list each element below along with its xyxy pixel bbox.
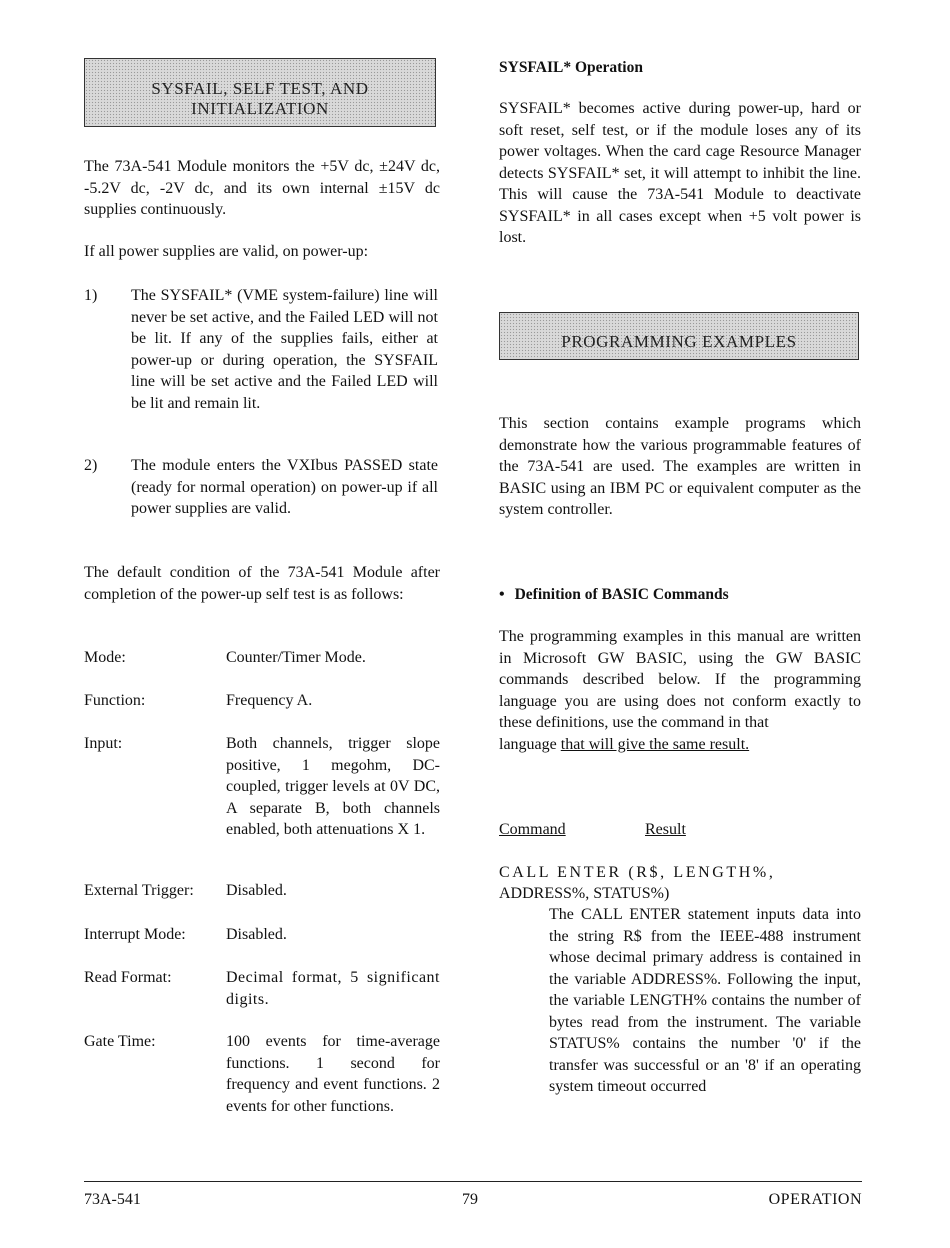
- footer-page-number: 79: [462, 1191, 478, 1208]
- call-enter-description: The CALL ENTER statement inputs data into the string R$ from the IEEE-488 instrument whose decimal primary address is contained in the variable ADDRESS%. Following the input, the variable LENGTH% contains the number of bytes read from the instrument. The variable STATUS% contains the number '0' if the transfer was successful or an '8' if an operating system timeout occurred: [549, 906, 861, 1095]
- list-text: The SYSFAIL* (VME system-failure) line will never be set active, and the Failed LED will not be lit. If any of the supplies fails, either at power-up or during operation, the SYSFAIL line will be set active and the Failed LED will be lit and remain lit.: [131, 287, 438, 412]
- setting-key: Read Format:: [84, 969, 172, 986]
- default-intro-paragraph: The default condition of the 73A-541 Module after completion of the power-up self test is as follows:: [84, 564, 440, 603]
- setting-value: Disabled.: [226, 882, 287, 899]
- section-heading-line1: SYSFAIL, SELF TEST, AND: [151, 79, 369, 98]
- call-enter-line2: ADDRESS%, STATUS%): [499, 885, 670, 902]
- list-number: 2): [84, 457, 98, 474]
- intro-paragraph: The 73A-541 Module monitors the +5V dc, ±24V dc, -5.2V dc, -2V dc, and its own internal ±15V dc supplies continuously.: [84, 158, 440, 218]
- programming-paragraph: This section contains example programs which demonstrate how the various programmable features of the 73A-541 are used. The examples are written in BASIC using an IBM PC or equivalent computer as the system controller.: [499, 415, 861, 518]
- sysfail-paragraph: SYSFAIL* becomes active during power-up, hard or soft reset, self test, or if the module loses any of its power voltages. When the card cage Resource Manager detects SYSFAIL* set, it will attempt to inhibit the line. This will cause the 73A-541 Module to deactivate SYSFAIL* in all cases except when +5 volt power is lost.: [499, 100, 861, 246]
- section-heading-line2: INITIALIZATION: [191, 99, 329, 118]
- list-text: The module enters the VXIbus PASSED state (ready for normal operation) on power-up if all power supplies are valid.: [131, 457, 438, 517]
- setting-value: Decimal format, 5 significant digits.: [226, 969, 440, 1008]
- setting-key: Gate Time:: [84, 1033, 156, 1050]
- setting-key: Input:: [84, 735, 123, 752]
- setting-value: Both channels, trigger slope positive, 1 megohm, DC-coupled, trigger levels at 0V DC, A separate B, both channels enabled, both attenuations X 1.: [226, 735, 440, 838]
- definition-heading-row: [499, 584, 861, 606]
- list-number: 1): [84, 287, 98, 304]
- footer-doc-id: 73A-541: [84, 1191, 141, 1208]
- if-valid-paragraph: If all power supplies are valid, on power-up:: [84, 243, 369, 260]
- definition-text-underlined: that will give the same result.: [560, 735, 750, 753]
- setting-value: Frequency A.: [226, 692, 313, 709]
- programming-heading-box: [499, 312, 859, 360]
- call-enter-line1: CALL ENTER (R$, LENGTH%,: [499, 864, 776, 881]
- bullet-icon: •: [499, 586, 505, 603]
- page-footer: [84, 1181, 862, 1208]
- definition-text: The programming examples in this manual are written in Microsoft GW BASIC, using the GW BASIC commands described below. If the programming language you are using does not conform exactly to these definitions, use the command in that: [499, 628, 861, 731]
- setting-value: Disabled.: [226, 926, 287, 943]
- sysfail-heading: SYSFAIL* Operation: [499, 59, 643, 76]
- section-heading-box: [84, 58, 436, 127]
- setting-value: Counter/Timer Mode.: [226, 649, 366, 666]
- setting-key: External Trigger:: [84, 882, 194, 899]
- setting-value: 100 events for time-average functions. 1 second for frequency and event functions. 2 events for other functions.: [226, 1033, 440, 1115]
- definition-heading: Definition of BASIC Commands: [514, 586, 729, 603]
- footer-section: OPERATION: [768, 1191, 862, 1208]
- definition-paragraph: [499, 626, 861, 755]
- definition-text-end: language: [499, 735, 561, 753]
- setting-key: Mode:: [84, 649, 126, 666]
- column-header-result: Result: [645, 821, 686, 838]
- setting-key: Interrupt Mode:: [84, 926, 186, 943]
- column-header-command: Command: [499, 821, 566, 838]
- programming-heading: PROGRAMMING EXAMPLES: [561, 332, 797, 351]
- setting-key: Function:: [84, 692, 146, 709]
